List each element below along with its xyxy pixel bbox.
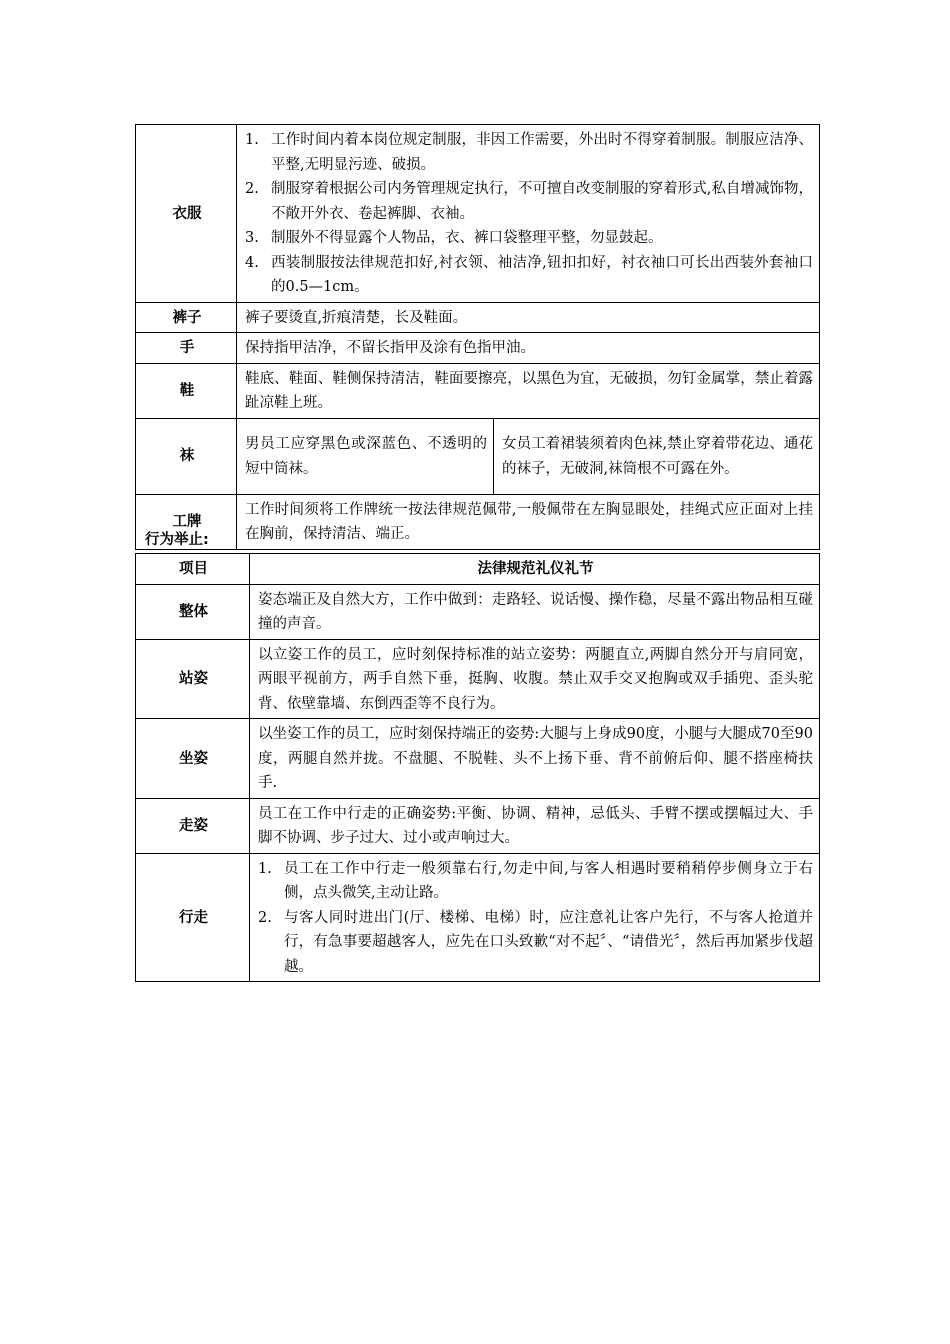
- socks-label: 袜: [136, 418, 237, 494]
- sitting-row: [136, 719, 820, 799]
- overall-label: 整体: [136, 584, 250, 639]
- shoes-row: [136, 363, 820, 418]
- list-item-text: 员工在工作中行走一般须靠右行,勿走中间,与客人相遇时要稍稍停步侧身立于右侧，点头微笑,主动让路。: [284, 860, 813, 901]
- list-item: [258, 857, 813, 906]
- trousers-label: 裤子: [136, 302, 237, 333]
- overall-row: [136, 584, 820, 639]
- sitting-label: 坐姿: [136, 719, 250, 799]
- walking-posture-text: 员工在工作中行走的正确姿势:平衡、协调、精神，忌低头、手臂不摆或摆幅过大、手脚不协调、步子过大、过小或声响过大。: [250, 798, 820, 853]
- header-item: 项目: [136, 554, 250, 585]
- badge-label: 工牌: [136, 494, 237, 549]
- list-item: [245, 128, 813, 177]
- hands-label: 手: [136, 333, 237, 364]
- badge-row: [136, 494, 820, 549]
- socks-row: [136, 418, 820, 494]
- header-detail: 法律规范礼仪礼节: [250, 554, 820, 585]
- badge-text: 工作时间须将工作牌统一按法律规范佩带,一般佩带在左胸显眼处，挂绳式应正面对上挂在胸前，保持清洁、端正。: [237, 494, 820, 549]
- list-item-text: 与客人同时进出门(厅、楼梯、电梯）时，应注意礼让客户先行，不与客人抢道并行，有急事要超越客人，应先在口头致歉“对不起〞、“请借光〞，然后再加紧步伐超越。: [284, 909, 813, 975]
- trousers-row: [136, 302, 820, 333]
- sitting-text: 以坐姿工作的员工，应时刻保持端正的姿势:大腿与上身成90度，小腿与大腿成70至90度，两腿自然并拢。不盘腿、不脱鞋、头不上扬下垂、背不前俯后仰、腿不搭座椅扶手.: [250, 719, 820, 799]
- walking-content: [250, 853, 820, 982]
- trousers-text: 裤子要烫直,折痕清楚，长及鞋面。: [237, 302, 820, 333]
- list-item: [245, 226, 813, 251]
- walking-posture-row: [136, 798, 820, 853]
- shoes-text: 鞋底、鞋面、鞋侧保持清洁，鞋面要擦亮，以黑色为宜，无破损，勿钉金属掌，禁止着露趾凉鞋上班。: [237, 363, 820, 418]
- hands-text: 保持指甲洁净，不留长指甲及涂有色指甲油。: [237, 333, 820, 364]
- list-item-text: 工作时间内着本岗位规定制服，非因工作需要，外出时不得穿着制服。制服应洁净、平整,无明显污迹、破损。: [271, 132, 814, 173]
- standing-row: [136, 639, 820, 719]
- list-item-number: 3.: [245, 230, 259, 246]
- socks-male-text: 男员工应穿黑色或深蓝色、不透明的短中筒袜。: [237, 418, 494, 494]
- list-item-number: 2.: [258, 909, 272, 926]
- walking-posture-label: 走姿: [136, 798, 250, 853]
- list-item: [258, 906, 813, 980]
- hands-row: [136, 333, 820, 364]
- walking-row: [136, 853, 820, 982]
- attire-table: [135, 124, 820, 550]
- clothing-list: [245, 128, 813, 300]
- header-row: [136, 554, 820, 585]
- list-item-text: 制服外不得显露个人物品，衣、裤口袋整理平整，勿显鼓起。: [271, 230, 663, 246]
- list-item-text: 西装制服按法律规范扣好,衬衣领、袖洁净,钮扣扣好，衬衣袖口可长出西装外套袖口的0.5—1cm。: [271, 254, 814, 295]
- overall-text: 姿态端正及自然大方，工作中做到：走路轻、说话慢、操作稳，尽量不露出物品相互碰撞的声音。: [250, 584, 820, 639]
- clothing-label: 衣服: [136, 125, 237, 303]
- list-item-text: 制服穿着根据公司内务管理规定执行，不可擅自改变制服的穿着形式,私自增减饰物，不敞开外衣、卷起裤脚、衣袖。: [271, 181, 814, 222]
- clothing-content: [237, 125, 820, 303]
- clothing-row: [136, 125, 820, 303]
- walking-list: [258, 857, 813, 980]
- behavior-table: [135, 553, 820, 982]
- standing-text: 以立姿工作的员工，应时刻保持标准的站立姿势：两腿直立,两脚自然分开与肩同宽，两眼平视前方，两手自然下垂，挺胸、收腹。禁止双手交叉抱胸或双手插兜、歪头驼背、依壁靠墙、东倒西歪等不良行为。: [250, 639, 820, 719]
- section-title: 行为举止:: [145, 532, 209, 548]
- list-item-number: 2.: [245, 181, 259, 197]
- list-item: [245, 251, 813, 300]
- list-item-number: 1.: [258, 860, 272, 877]
- shoes-label: 鞋: [136, 363, 237, 418]
- list-item-number: 1.: [245, 132, 259, 148]
- walking-label: 行走: [136, 853, 250, 982]
- list-item-number: 4.: [245, 254, 259, 271]
- socks-female-text: 女员工着裙装须着肉色袜,禁止穿着带花边、通花的袜子，无破洞,袜筒根不可露在外。: [494, 418, 820, 494]
- list-item: [245, 177, 813, 226]
- standing-label: 站姿: [136, 639, 250, 719]
